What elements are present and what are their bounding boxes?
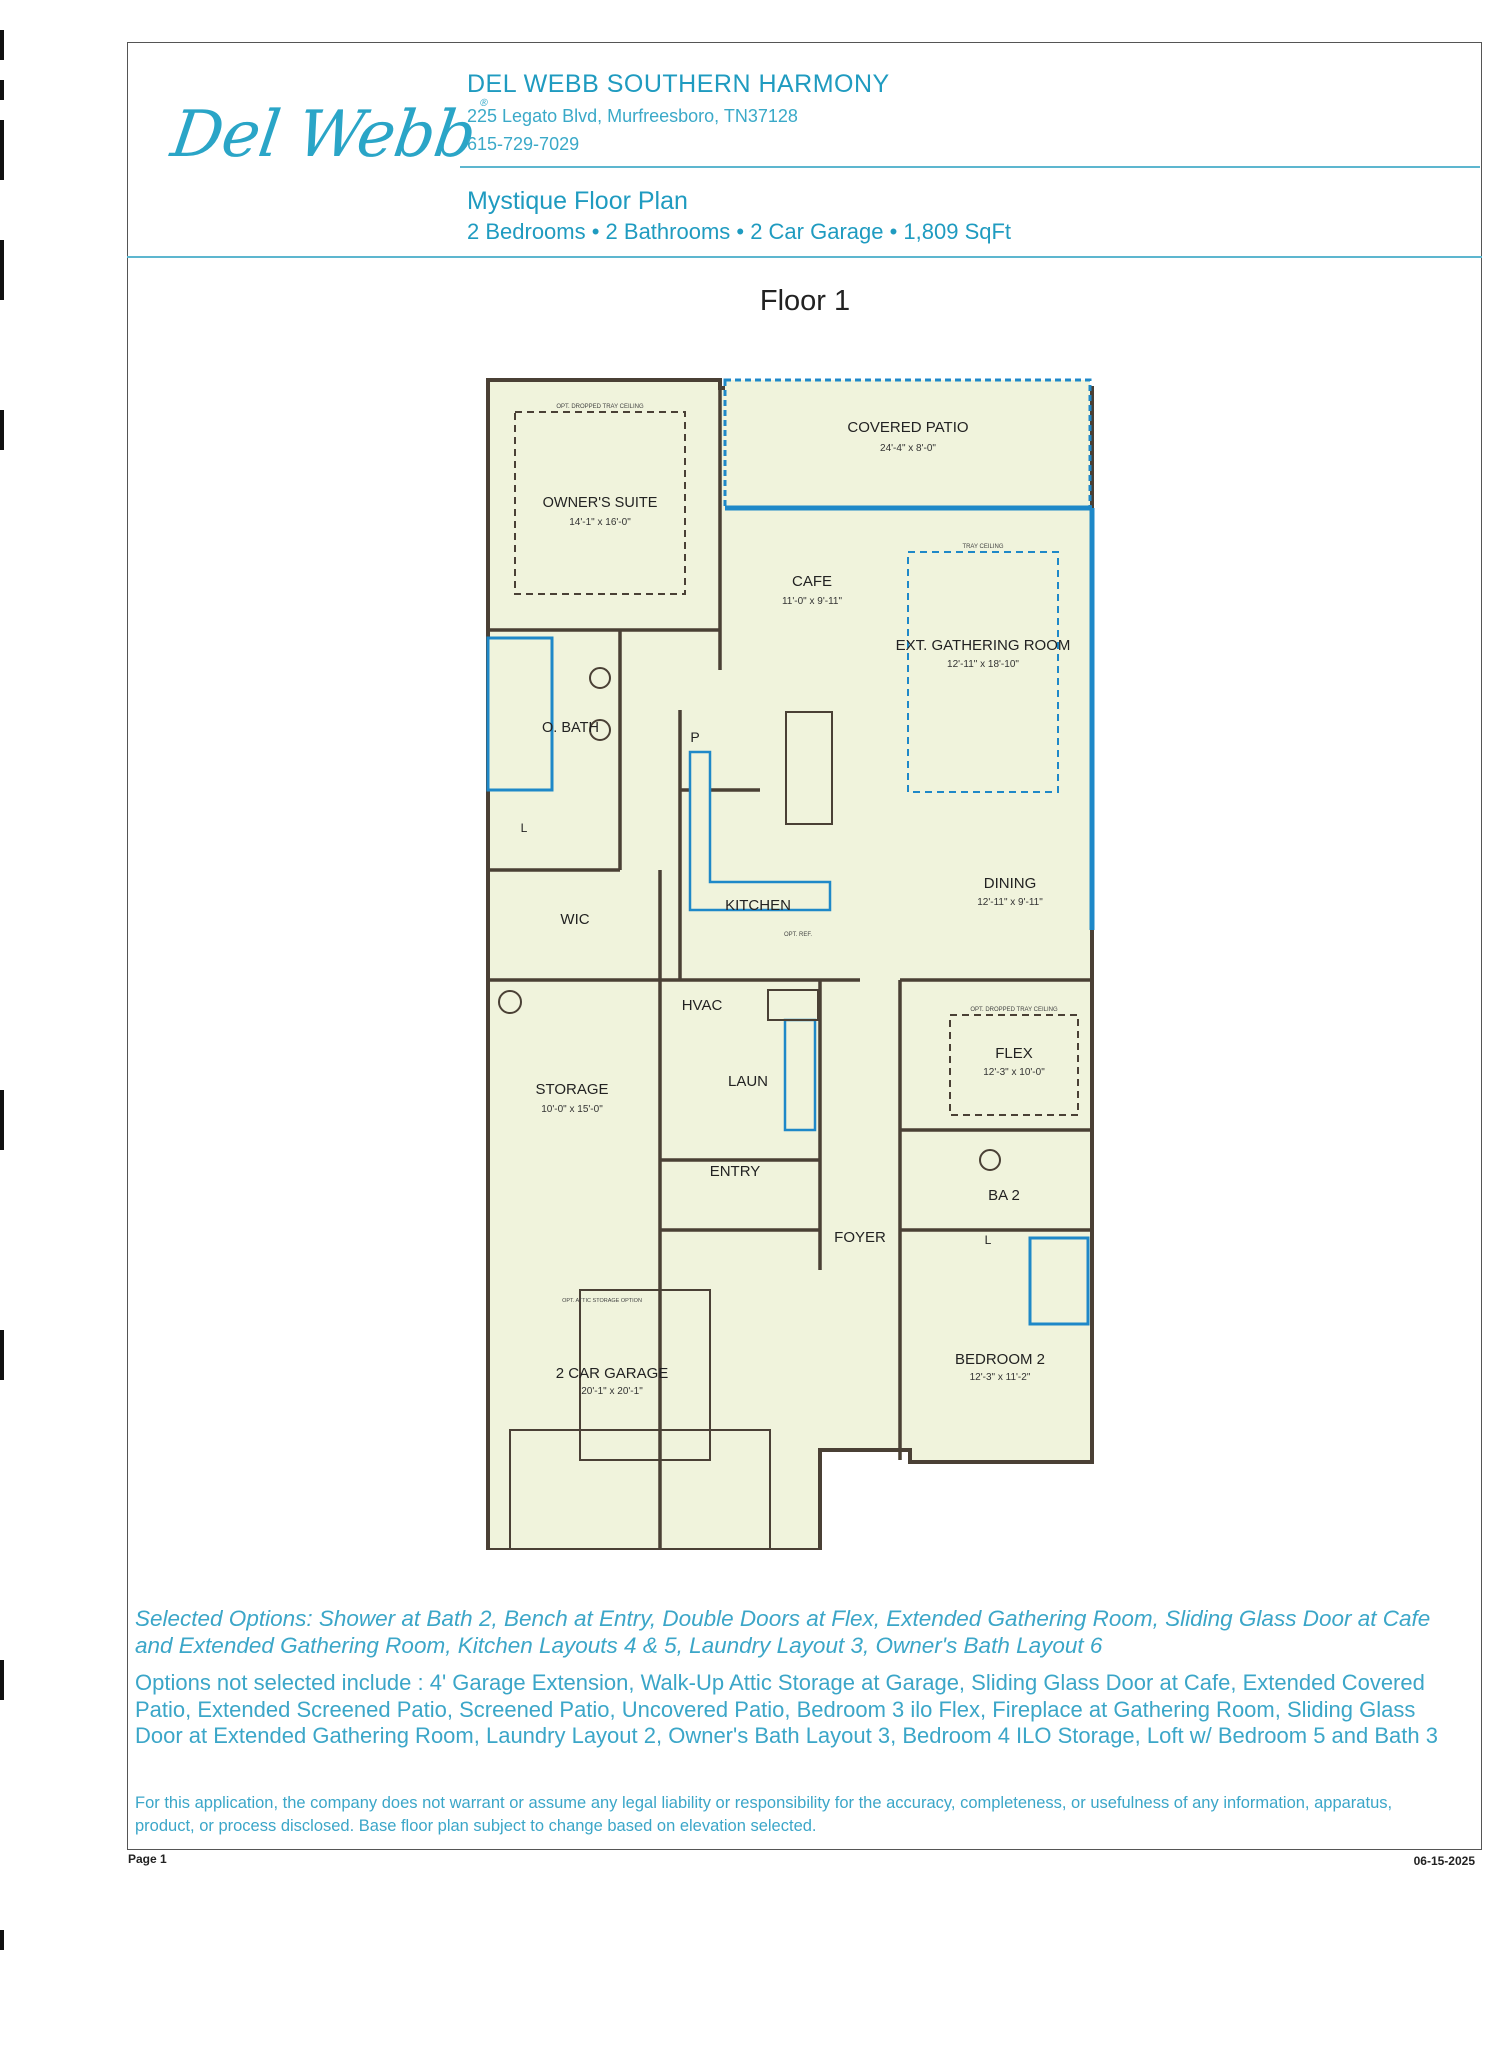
community-name: DEL WEBB SOUTHERN HARMONY [467, 70, 890, 98]
garage-attic-note: OPT. ATTIC STORAGE OPTION [562, 1298, 642, 1304]
laundry-label: LAUN [727, 1073, 769, 1090]
covered-patio-label: COVERED PATIO [847, 419, 969, 436]
selected-options: Selected Options: Shower at Bath 2, Bench at Entry, Double Doors at Flex, Extended Gathering Room, Sliding Glass Door at Cafe and Extended Gathering Room, Kitchen Layouts 4 & 5, Laundry Layout 3, Owner's Bath Layout 6 [135, 1606, 1431, 1658]
plan-name: Mystique Floor Plan [467, 187, 688, 215]
ext-gathering-label: EXT. GATHERING ROOM [895, 637, 1071, 654]
flex-dims: 12'-3" x 10'-0" [983, 1067, 1045, 1078]
storage-dims: 10'-0" x 15'-0" [541, 1104, 603, 1115]
del-webb-logo: Del Webb® [166, 98, 489, 172]
ba2-label: BA 2 [988, 1187, 1020, 1204]
bedroom2-label: BEDROOM 2 [954, 1351, 1046, 1368]
community-address: 225 Legato Blvd, Murfreesboro, TN37128 [467, 106, 798, 126]
scan-edge-mark [0, 1330, 4, 1380]
entry-label: ENTRY [709, 1163, 761, 1180]
kitchen-note: OPT. REF. [783, 932, 813, 938]
disclaimer-text: For this application, the company does not warrant or assume any legal liability or responsibility for the accuracy, completeness, or usefulness of any information, apparatus, product, or process disclosed. Base floor plan subject to change based on elevation selected. [135, 1794, 1393, 1835]
bedroom2-dims: 12'-3" x 11'-2" [969, 1372, 1031, 1383]
wic-label: WIC [560, 911, 590, 928]
owners-suite-dims: 14'-1" x 16'-0" [569, 517, 631, 528]
page-number: Page 1 [128, 1852, 167, 1866]
print-date: 06-15-2025 [1413, 1854, 1475, 1868]
scan-edge-mark [0, 120, 4, 180]
kitchen-label: KITCHEN [725, 897, 791, 914]
storage-label: STORAGE [535, 1081, 609, 1098]
garage-dims: 20'-1" x 20'-1" [581, 1386, 643, 1397]
flex-note: OPT. DROPPED TRAY CEILING [970, 1007, 1058, 1013]
scan-edge-mark [0, 1660, 4, 1700]
floor-plan [480, 370, 1120, 1550]
owners-shower [488, 638, 552, 790]
community-phone: 615-729-7029 [467, 134, 580, 154]
ba2-shower [1030, 1238, 1088, 1324]
dining-dims: 12'-11" x 9'-11" [977, 897, 1043, 908]
laundry-counter [785, 1020, 815, 1130]
flex-label: FLEX [995, 1045, 1033, 1062]
covered-patio-dims: 24'-4" x 8'-0" [880, 443, 936, 454]
hvac-label: HVAC [681, 997, 723, 1014]
owners-suite-label: OWNER'S SUITE [542, 495, 658, 511]
cafe-label: CAFE [791, 573, 833, 590]
scan-edge-mark [0, 80, 4, 100]
pantry-label: P [690, 729, 700, 745]
foyer-label: FOYER [834, 1229, 886, 1246]
scan-edge-mark [0, 1090, 4, 1150]
header-divider [460, 166, 1480, 168]
o-bath-label: O. BATH [542, 720, 599, 736]
ext-gathering-dims: 12'-11" x 18'-10" [947, 659, 1019, 670]
owners-suite-note: OPT. DROPPED TRAY CEILING [556, 404, 644, 410]
gathering-note: TRAY CEILING [962, 544, 1004, 550]
kitchen-island [786, 712, 832, 824]
header-divider [127, 256, 1482, 258]
floor-title: Floor 1 [759, 285, 851, 317]
plan-specs: 2 Bedrooms • 2 Bathrooms • 2 Car Garage • 1,809 SqFt [467, 219, 1012, 244]
options-not-selected: Options not selected include : 4' Garage Extension, Walk-Up Attic Storage at Garage, Sliding Glass Door at Cafe, Extended Covered Patio, Extended Screened Patio, Screened Patio, Uncovered Patio, Bedroom 3 ilo Flex, Fireplace at Gathering Room, Sliding Glass Door at Extended Gathering Room, Laundry Layout 2, Owner's Bath Layout 3, Bedroom 4 ILO Storage, Loft w/ Bedroom 5 and Bath 3 [135, 1670, 1438, 1748]
owners-linen-label: L [520, 821, 528, 835]
ba2-linen-label: L [984, 1233, 992, 1247]
scan-edge-mark [0, 410, 4, 450]
cafe-dims: 11'-0" x 9'-11" [781, 596, 843, 607]
garage-label: 2 CAR GARAGE [555, 1365, 669, 1382]
scan-edge-mark [0, 1930, 4, 1950]
scan-edge-mark [0, 30, 4, 60]
dining-label: DINING [983, 875, 1037, 892]
